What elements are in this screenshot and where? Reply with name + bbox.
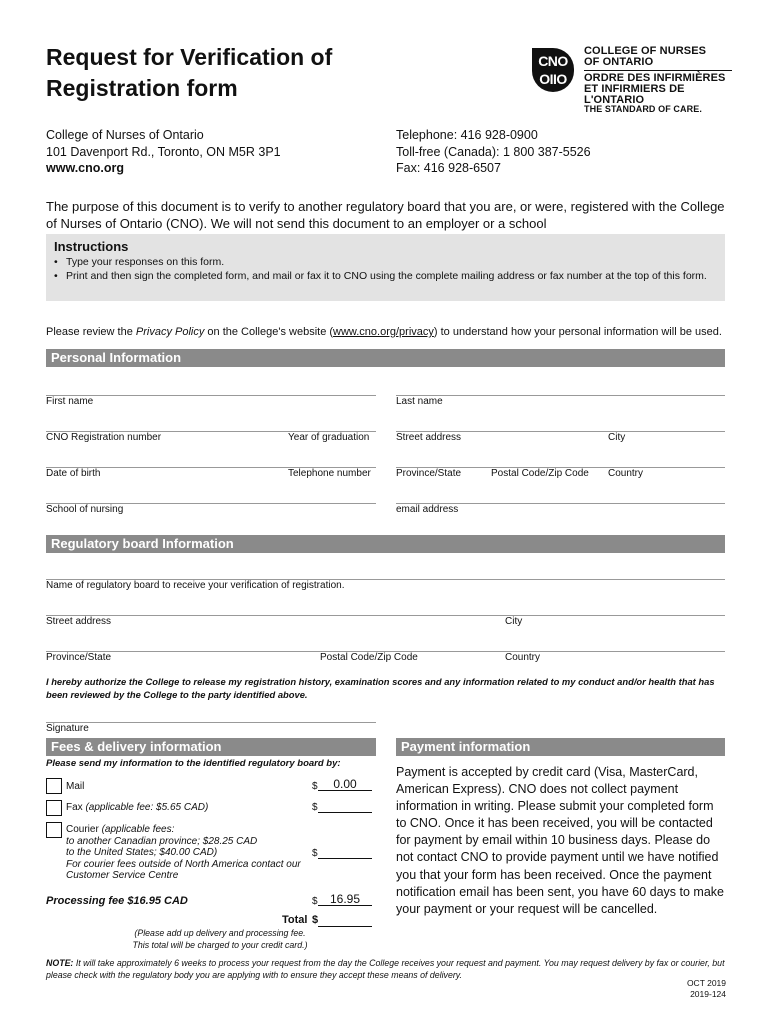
mail-fee-input[interactable]: 0.00 <box>318 777 372 791</box>
fax-checkbox[interactable] <box>46 800 62 816</box>
board-country-label: Country <box>505 652 541 663</box>
dollar-sign: $ <box>312 896 318 907</box>
board-street-field[interactable] <box>46 615 725 616</box>
processing-fee-input[interactable]: 16.95 <box>318 892 372 906</box>
courier-fee-input[interactable] <box>318 845 372 859</box>
form-version: OCT 2019 2019-124 <box>686 978 726 999</box>
college-phone: Telephone: 416 928-0900 Toll-free (Canada): 1 800 387-5526 Fax: 416 928-6507 <box>396 128 591 175</box>
board-name-label: Name of regulatory board to receive your verification of registration. <box>46 580 345 591</box>
total-label: Total <box>282 914 308 926</box>
logo-text: COLLEGE OF NURSES OF ONTARIO ORDRE DES INFIRMIÈRES ET INFIRMIERS DE L'ONTARIO <box>584 46 732 106</box>
courier-checkbox[interactable] <box>46 822 62 838</box>
logo-tagline: THE STANDARD OF CARE. <box>584 104 702 114</box>
footer-note: NOTE: It will take approximately 6 weeks to process your request from the day the College receives your request and payment. You may request delivery by fax or courier, but please check with the regulatory body you are applying with to ensure they accept these means of delivery. <box>46 958 725 980</box>
postal-label: Postal Code/Zip Code <box>491 468 589 479</box>
board-street-label: Street address <box>46 616 112 627</box>
signature-field[interactable] <box>46 722 376 723</box>
courier-label: Courier (applicable fees: to another Canadian province; $28.25 CAD to the United States; $40.00 CAD) For courier fees outside of North America contact our Customer Service Centre <box>66 824 301 881</box>
page-title: Request for Verification of Registration form <box>46 44 333 101</box>
personal-info-header: Personal Information <box>46 349 725 367</box>
instruction-item: • Print and then sign the completed form, and mail or fax it to CNO using the complete mailing address or fax number at the top of this form. <box>54 269 717 283</box>
board-city-label: City <box>505 616 523 627</box>
purpose-text: The purpose of this document is to verify to another regulatory board that you are, or were, registered with the College of Nurses of Ontario (CNO). We will not send this document to an employer or a school <box>46 199 725 231</box>
privacy-link[interactable]: www.cno.org/privacy <box>333 326 434 338</box>
fax-label: Fax (applicable fee: $5.65 CAD) <box>66 802 209 813</box>
reg-number-label: CNO Registration number <box>46 432 162 443</box>
dob-label: Date of birth <box>46 468 101 479</box>
board-postal-label: Postal Code/Zip Code <box>320 652 418 663</box>
logo-mark: CNO OIIO <box>532 48 574 92</box>
last-name-label: Last name <box>396 396 443 407</box>
board-province-label: Province/State <box>46 652 112 663</box>
province-label: Province/State <box>396 468 462 479</box>
signature-label: Signature <box>46 723 89 734</box>
fees-subheading: Please send my information to the identified regulatory board by: <box>46 758 341 769</box>
payment-header: Payment information <box>396 738 725 756</box>
total-note: (Please add up delivery and processing fee. This total will be charged to your credit card.) <box>132 928 308 950</box>
school-label: School of nursing <box>46 504 124 515</box>
email-label: email address <box>396 504 459 515</box>
instructions-box <box>46 234 725 301</box>
fax-fee-input[interactable] <box>318 799 372 813</box>
processing-fee-label: Processing fee $16.95 CAD <box>46 895 188 907</box>
city-label: City <box>608 432 626 443</box>
instructions-heading: Instructions <box>54 239 129 254</box>
payment-text: Payment is accepted by credit card (Visa, MasterCard, American Express). CNO does not collect payment information in writing. Please submit your completed form to CNO. Once it has been received, you will be contacted for payment by email within 10 business days. Please do not contact CNO to provide payment until we have notified you that your form has been received. Once the payment notification email has been sent, you have 60 days to make your payment or your request will be cancelled. <box>396 765 724 916</box>
total-input[interactable] <box>318 913 372 927</box>
mail-label: Mail <box>66 781 85 792</box>
grad-year-label: Year of graduation <box>288 432 370 443</box>
dollar-sign: $ <box>312 848 318 859</box>
first-name-label: First name <box>46 396 94 407</box>
privacy-notice: Please review the Privacy Policy on the College's website (www.cno.org/privacy) to understand how your personal information will be used. <box>46 326 722 338</box>
fees-header: Fees & delivery information <box>46 738 376 756</box>
phone-label: Telephone number <box>288 468 371 479</box>
authorization-text: I hereby authorize the College to release my registration history, examination scores and any information related to my conduct and/or health that has been reviewed by the College to the party identified above. <box>46 676 715 700</box>
regulatory-board-header: Regulatory board Information <box>46 535 725 553</box>
street-label: Street address <box>396 432 462 443</box>
country-label: Country <box>608 468 644 479</box>
last-name-field[interactable] <box>396 395 725 396</box>
college-address: College of Nurses of Ontario 101 Davenport Rd., Toronto, ON M5R 3P1 www.cno.org <box>46 128 281 175</box>
instruction-item: • Type your responses on this form. <box>54 255 717 269</box>
dollar-sign: $ <box>312 802 318 813</box>
dollar-sign: $ <box>312 781 318 792</box>
dollar-sign: $ <box>312 914 319 926</box>
mail-checkbox[interactable] <box>46 778 62 794</box>
first-name-field[interactable] <box>46 395 376 396</box>
cno-logo <box>532 46 732 116</box>
